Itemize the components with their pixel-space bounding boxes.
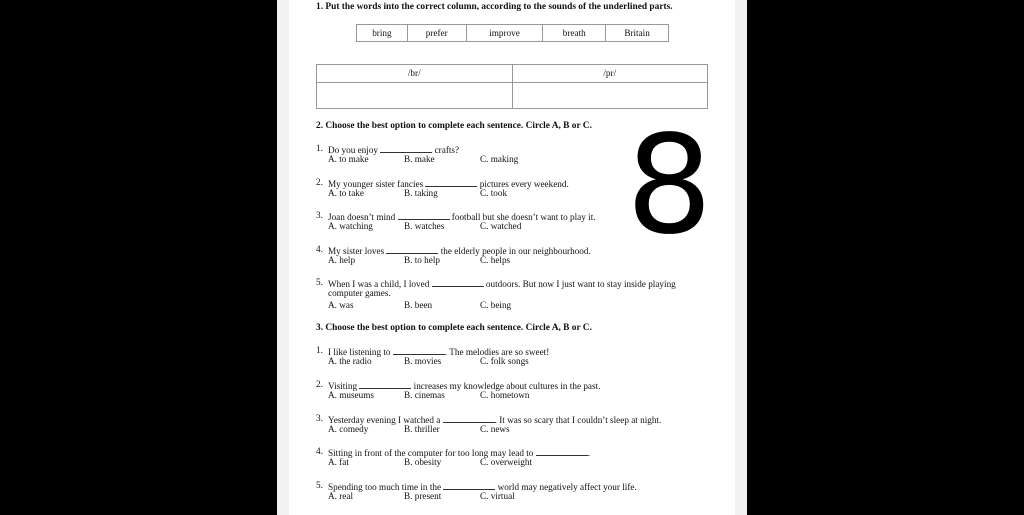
option-c[interactable]: C. helps (480, 255, 511, 265)
worksheet-page: 1. Put the words into the correct column, according to the sounds of the underlined parts. bring prefer improve breath Britain /br/ /pr/ 2. Choose the best option to complete each sentence. Circle A, B or C. 1. Do you enjoy crafts? A. to make B. make C. making 2. My younger sister fancies pictures every weekend. A. to take B. taking C. took 3. Joan doesn’t mind football but she doesn’t want to play it. A. watching B. watches C. watched 4. My sister loves the elderly people in our neighbourhood. A. help B. to help C. helps 5. When I was a child, I loved outdoors. But now I just want to stay inside playing computer games. A. was B. been C. being 3. Choose the best option to complete each sentence. Circle A, B or C. 1. I like listening to . The melodies are so sweet! A. the radio B. movies C. folk songs 2. Visiting increases my knowledge about cultures in the past. A. museums B. cinemas C. hometown 3. Yesterday evening I watched a . It was so scary that I couldn’t sleep at night. A. comedy B. thriller C. news 4. Sitting in front of the computer for too long may lead to . A. fat B. obesity C. overweight 5. Spending too much time in the world may negatively affect your life. A. real B. present C. virtual 8 (289, 0, 735, 515)
sound-columns-table (316, 64, 708, 109)
option-c[interactable]: C. news (480, 424, 510, 434)
answer-blank[interactable] (393, 345, 445, 355)
overlay-number: 8 (626, 107, 713, 265)
section2-heading: 2. Choose the best option to complete each sentence. Circle A, B or C. (316, 121, 592, 131)
question-continuation: computer games. (328, 288, 391, 298)
answer-blank[interactable] (432, 277, 484, 287)
column-pr-header: /pr/ (512, 65, 708, 83)
option-b[interactable]: B. cinemas (404, 390, 445, 400)
word-britain: Britain (606, 25, 669, 42)
option-c[interactable]: C. hometown (480, 390, 530, 400)
option-a[interactable]: A. to take (328, 188, 364, 198)
option-b[interactable]: B. obesity (404, 457, 442, 467)
option-b[interactable]: B. taking (404, 188, 438, 198)
option-a[interactable]: A. fat (328, 457, 349, 467)
section1-heading: 1. Put the words into the correct column, according to the sounds of the underlined parts. (316, 2, 673, 12)
option-b[interactable]: B. thriller (404, 424, 440, 434)
option-a[interactable]: A. help (328, 255, 356, 265)
option-a[interactable]: A. to make (328, 154, 369, 164)
answer-blank[interactable] (536, 446, 588, 456)
word-bank-table (356, 24, 669, 42)
option-b[interactable]: B. present (404, 491, 442, 501)
section3-heading: 3. Choose the best option to complete each sentence. Circle A, B or C. (316, 323, 592, 333)
option-a[interactable]: A. the radio (328, 356, 372, 366)
option-a[interactable]: A. real (328, 491, 353, 501)
option-c[interactable]: C. folk songs (480, 356, 529, 366)
answer-blank[interactable] (443, 480, 495, 490)
option-c[interactable]: C. virtual (480, 491, 515, 501)
column-br-answer[interactable] (317, 83, 513, 109)
option-b[interactable]: B. movies (404, 356, 442, 366)
answer-blank[interactable] (386, 244, 438, 254)
answer-blank[interactable] (443, 413, 495, 423)
answer-blank[interactable] (398, 210, 450, 220)
answer-blank[interactable] (425, 177, 477, 187)
word-bring: bring (357, 25, 408, 42)
word-prefer: prefer (407, 25, 466, 42)
option-b[interactable]: B. been (404, 300, 433, 310)
option-b[interactable]: B. watches (404, 221, 445, 231)
answer-blank[interactable] (359, 379, 411, 389)
option-a[interactable]: A. comedy (328, 424, 369, 434)
option-a[interactable]: A. museums (328, 390, 374, 400)
option-c[interactable]: C. watched (480, 221, 522, 231)
option-b[interactable]: B. make (404, 154, 435, 164)
option-a[interactable]: A. watching (328, 221, 373, 231)
answer-blank[interactable] (380, 143, 432, 153)
option-c[interactable]: C. being (480, 300, 512, 310)
option-c[interactable]: C. making (480, 154, 519, 164)
column-pr-answer[interactable] (512, 83, 708, 109)
option-c[interactable]: C. took (480, 188, 508, 198)
column-br-header: /br/ (317, 65, 513, 83)
word-breath: breath (543, 25, 606, 42)
option-c[interactable]: C. overweight (480, 457, 533, 467)
option-a[interactable]: A. was (328, 300, 354, 310)
option-b[interactable]: B. to help (404, 255, 440, 265)
word-improve: improve (466, 25, 543, 42)
